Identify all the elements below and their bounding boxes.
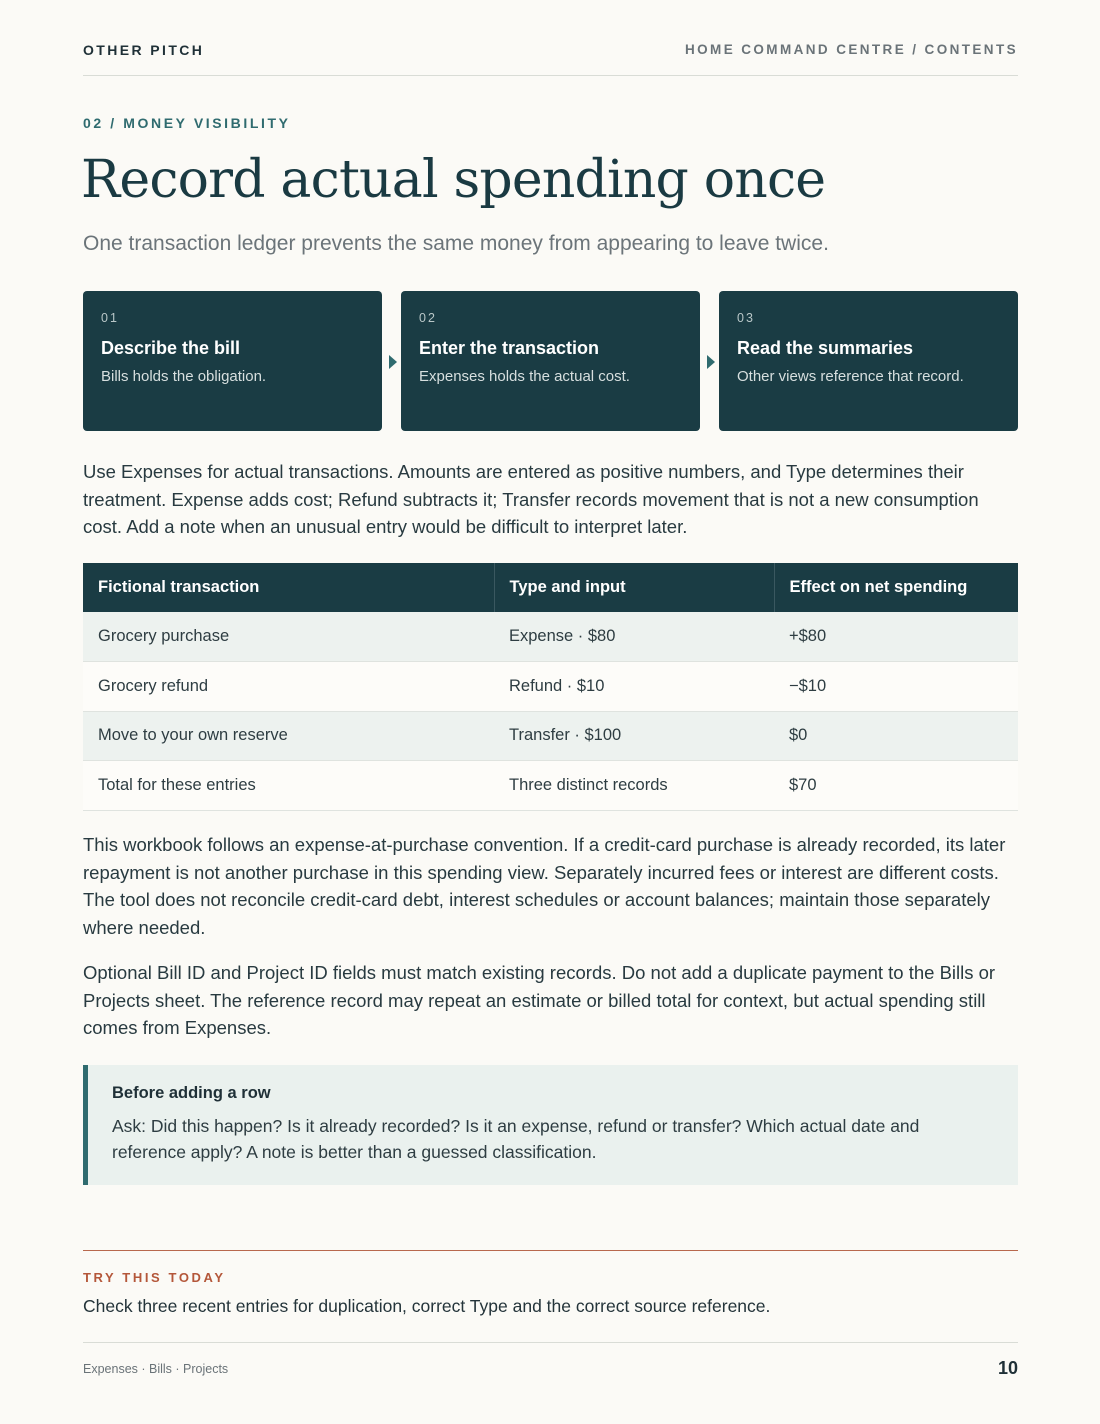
table-cell: −$10 (774, 662, 1018, 712)
table-cell: +$80 (774, 612, 1018, 662)
step-card-3 (719, 291, 1018, 431)
try-today-label: TRY THIS TODAY (83, 1270, 226, 1285)
section-kicker: 02 / MONEY VISIBILITY (83, 115, 291, 131)
column-header: Type and input (494, 563, 774, 612)
ids-paragraph: Optional Bill ID and Project ID fields must match existing records. Do not add a duplicate payment to the Bills or Projects sheet. The reference record may repeat an estimate or billed total for context, but actual spending still comes from Expenses. (83, 962, 996, 1039)
intro-paragraph: Use Expenses for actual transactions. Amounts are entered as positive numbers, and Type determines their treatment. Expense adds cost; Refund subtracts it; Transfer records movement that is not a new consumption cost. Add a note when an unusual entry would be difficult to interpret later. (83, 461, 979, 538)
breadcrumb: HOME COMMAND CENTRE / CONTENTS (685, 42, 1018, 57)
table-cell: Move to your own reserve (83, 711, 494, 761)
step-title: Enter the transaction (419, 338, 600, 358)
callout-title: Before adding a row (112, 1084, 271, 1102)
convention-paragraph: This workbook follows an expense-at-purchase convention. If a credit-card purchase is already recorded, its later repayment is not another purchase in this spending view. Separately incurred fees or interest are different costs. The tool does not reconcile credit-card debt, interest schedules or account balances; maintain those separately where needed. (83, 834, 1006, 938)
table-cell: $0 (774, 711, 1018, 761)
step-description: Expenses holds the actual cost. (419, 368, 630, 385)
step-number: 02 (419, 311, 437, 325)
footer-divider (83, 1342, 1018, 1343)
page-number: 10 (997, 1358, 1018, 1378)
table-header-row (83, 563, 1018, 612)
page-header (83, 42, 1018, 76)
callout-body: Ask: Did this happen? Is it already recorded? Is it an expense, refund or transfer? Which actual date and reference apply? A note is better than a guessed classification. (112, 1116, 920, 1162)
column-header: Effect on net spending (774, 563, 1018, 612)
callout-box (83, 1065, 1018, 1185)
table-cell: Expense · $80 (494, 612, 774, 662)
table-cell: Transfer · $100 (494, 711, 774, 761)
table-row (83, 711, 1018, 761)
table-row (83, 761, 1018, 811)
step-card-2 (401, 291, 700, 431)
step-card-1 (83, 291, 382, 431)
column-header: Fictional transaction (83, 563, 494, 612)
table-row (83, 662, 1018, 712)
arrow-right-icon (389, 355, 397, 369)
table-cell: Three distinct records (494, 761, 774, 811)
table-cell: Total for these entries (83, 761, 494, 811)
try-today-text: Check three recent entries for duplication, correct Type and the correct source reference. (83, 1296, 771, 1316)
table-cell: $70 (774, 761, 1018, 811)
table-cell: Refund · $10 (494, 662, 774, 712)
brand-label: OTHER PITCH (83, 42, 205, 58)
step-title: Read the summaries (737, 338, 914, 358)
page-title: Record actual spending once (81, 150, 826, 210)
page-subtitle: One transaction ledger prevents the same money from appearing to leave twice. (83, 232, 829, 255)
arrow-right-icon (707, 355, 715, 369)
step-title: Describe the bill (101, 338, 241, 358)
step-number: 03 (737, 311, 755, 325)
table-cell: Grocery refund (83, 662, 494, 712)
transaction-table (83, 563, 1018, 811)
step-description: Bills holds the obligation. (101, 368, 267, 385)
table-row (83, 612, 1018, 662)
step-description: Other views reference that record. (737, 368, 964, 385)
process-steps (83, 291, 1018, 431)
footer-label: Expenses · Bills · Projects (83, 1362, 229, 1376)
page (83, 0, 1018, 1424)
divider (83, 1250, 1018, 1251)
step-number: 01 (101, 311, 119, 325)
table-cell: Grocery purchase (83, 612, 494, 662)
